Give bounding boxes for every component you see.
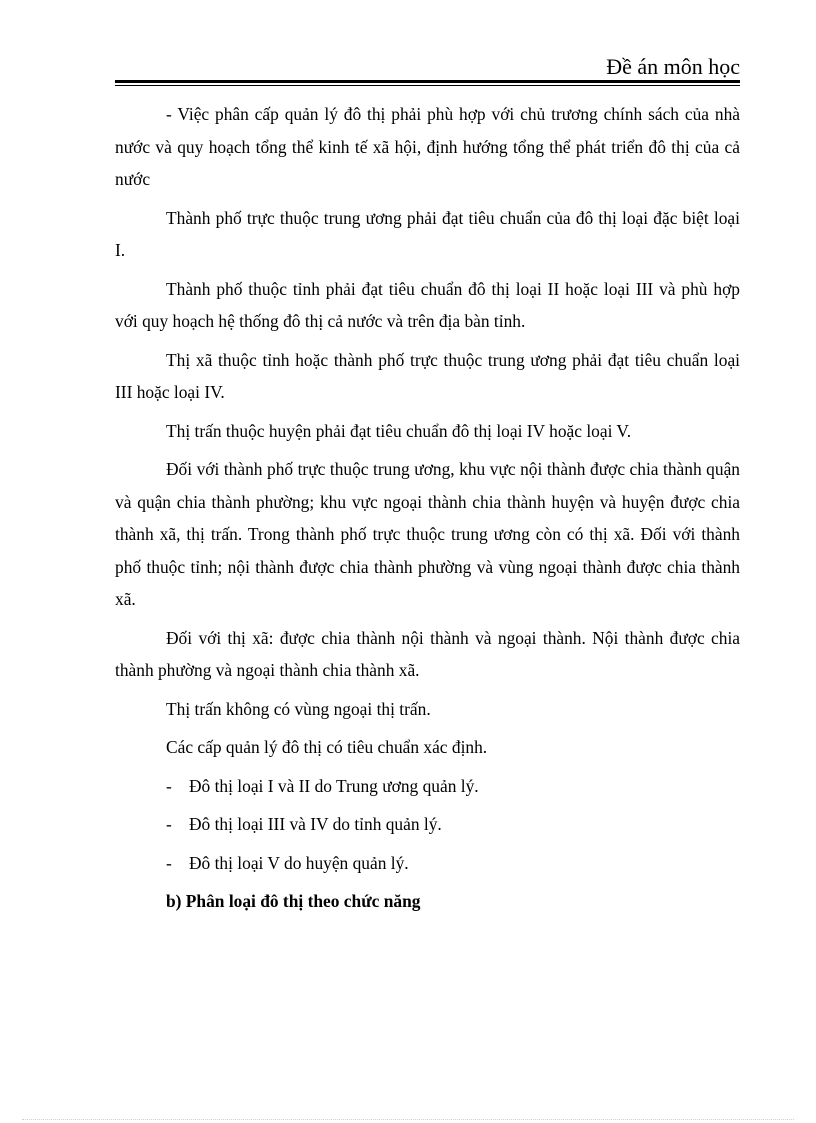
- bullet-item: [115, 770, 740, 803]
- bullet-dash: -: [166, 775, 172, 796]
- bullet-dash: -: [166, 852, 172, 873]
- bullet-text: Đô thị loại I và II do Trung ương quản lý.: [189, 775, 479, 796]
- document-body: [115, 98, 740, 918]
- paragraph: Đối với thành phố trực thuộc trung ương, khu vực nội thành được chia thành quận và quận chia thành phường; khu vực ngoại thành chia thành huyện và huyện được chia thành xã, thị trấn. Trong thành phố trực thuộc trung ương còn có thị xã. Đối với thành phố thuộc tỉnh; nội thành được chia thành phường và vùng ngoại thành được chia thành xã.: [115, 459, 740, 609]
- bullet-text: Đô thị loại III và IV do tỉnh quản lý.: [189, 814, 442, 834]
- page-bottom-border: [22, 1119, 794, 1120]
- bullet-item: [115, 847, 740, 880]
- header-rule-thick: [115, 80, 740, 83]
- header-title: Đề án môn học: [606, 54, 740, 79]
- bullet-dash: -: [166, 814, 172, 834]
- paragraph: Các cấp quản lý đô thị có tiêu chuẩn xác định.: [166, 737, 488, 757]
- paragraph: Thị trấn không có vùng ngoại thị trấn.: [166, 698, 431, 719]
- bullet-item: [115, 808, 740, 841]
- section-heading: b) Phân loại đô thị theo chức năng: [166, 891, 421, 911]
- paragraph: - Việc phân cấp quản lý đô thị phải phù hợp với chủ trương chính sách của nhà nước và quy hoạch tổng thể kinh tế xã hội, định hướng tổng thể phát triển đô thị của cả nước: [115, 104, 740, 189]
- paragraph: Đối với thị xã: được chia thành nội thành và ngoại thành. Nội thành được chia thành phường và ngoại thành chia thành xã.: [115, 627, 740, 680]
- paragraph: Thị xã thuộc tỉnh hoặc thành phố trực thuộc trung ương phải đạt tiêu chuẩn loại III hoặc loại IV.: [115, 349, 740, 402]
- header-rule-thin: [115, 85, 740, 86]
- bullet-text: Đô thị loại V do huyện quản lý.: [189, 852, 409, 873]
- paragraph: Thị trấn thuộc huyện phải đạt tiêu chuẩn đô thị loại IV hoặc loại V.: [166, 420, 632, 441]
- paragraph: Thành phố thuộc tỉnh phải đạt tiêu chuẩn đô thị loại II hoặc loại III và phù hợp với quy hoạch hệ thống đô thị cả nước và trên địa bàn tỉnh.: [115, 278, 740, 331]
- page-header: [115, 54, 740, 84]
- paragraph: Thành phố trực thuộc trung ương phải đạt tiêu chuẩn của đô thị loại đặc biệt loại I.: [115, 207, 740, 260]
